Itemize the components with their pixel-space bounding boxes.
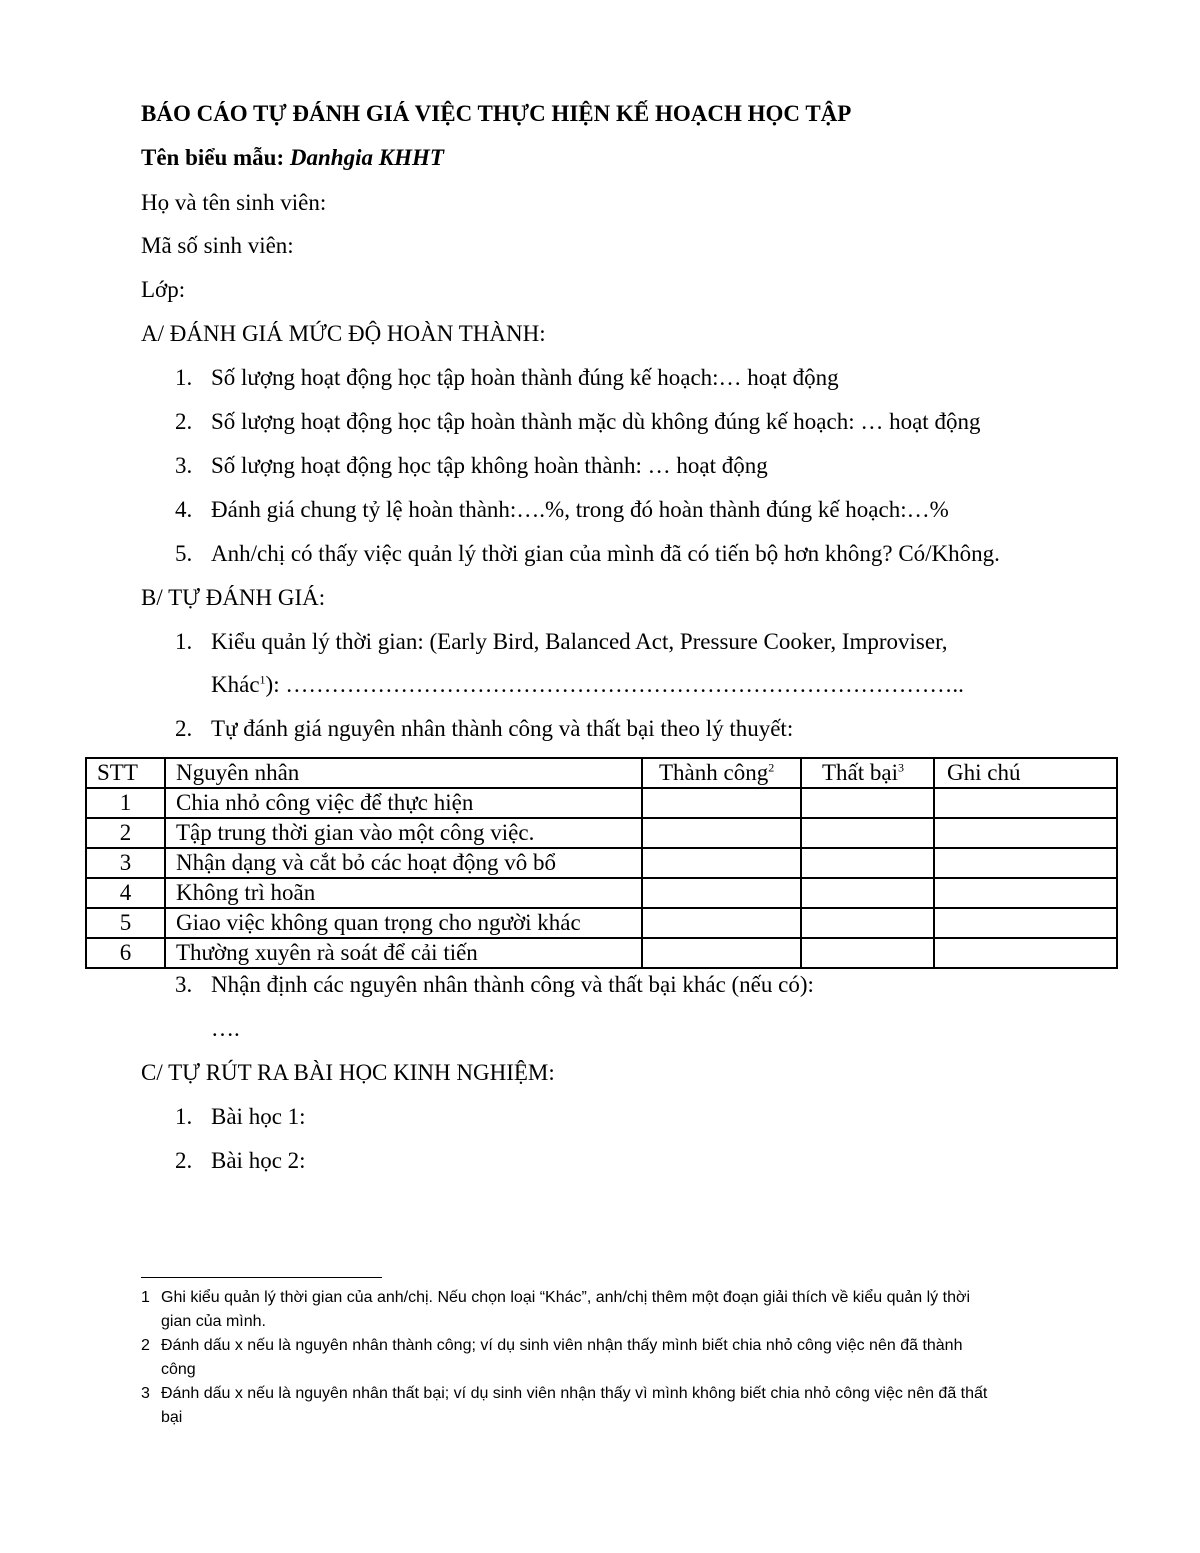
document-title: BÁO CÁO TỰ ĐÁNH GIÁ VIỆC THỰC HIỆN KẾ HOẠCH HỌC TẬP: [141, 101, 852, 126]
row-success-cell[interactable]: [642, 818, 801, 848]
item-number: 1.: [175, 1104, 193, 1129]
row-success-cell[interactable]: [642, 878, 801, 908]
item-text-suffix: ): ……………………………………………………………………………..: [265, 672, 964, 697]
row-failure-cell[interactable]: [801, 788, 934, 818]
footnote-2: [141, 1334, 1106, 1382]
footnote-separator: [141, 1277, 382, 1278]
row-cause: Nhận dạng và cắt bỏ các hoạt động vô bổ: [165, 848, 642, 878]
footnote-3: [141, 1382, 1106, 1430]
row-stt: 4: [86, 878, 165, 908]
row-note-cell[interactable]: [934, 848, 1117, 878]
row-success-cell[interactable]: [642, 938, 801, 968]
row-stt: 6: [86, 938, 165, 968]
item-text: Đánh giá chung tỷ lệ hoàn thành:….%, trong đó hoàn thành đúng kế hoạch:…%: [211, 497, 949, 522]
footnote-ref-3[interactable]: 3: [898, 760, 904, 775]
item-text: Kiểu quản lý thời gian: (Early Bird, Balanced Act, Pressure Cooker, Improviser,: [211, 629, 948, 654]
row-note-cell[interactable]: [934, 878, 1117, 908]
causes-table: [85, 757, 1118, 969]
row-stt: 1: [86, 788, 165, 818]
footnote-number: 3: [141, 1385, 150, 1402]
row-cause: Thường xuyên rà soát để cải tiến: [165, 938, 642, 968]
row-success-cell[interactable]: [642, 848, 801, 878]
header-cause: Nguyên nhân: [165, 758, 642, 788]
row-failure-cell[interactable]: [801, 848, 934, 878]
student-name-field: Họ và tên sinh viên:: [141, 190, 327, 215]
row-failure-cell[interactable]: [801, 878, 934, 908]
row-failure-cell[interactable]: [801, 818, 934, 848]
footnote-text-continuation: công: [161, 1361, 196, 1378]
section-c-item-2: [175, 1147, 306, 1175]
footnote-1: [141, 1286, 1106, 1334]
item-text: Tự đánh giá nguyên nhân thành công và thất bại theo lý thuyết:: [211, 716, 794, 741]
row-failure-cell[interactable]: [801, 938, 934, 968]
section-a-item-4: [175, 496, 949, 524]
class-field: Lớp:: [141, 277, 186, 302]
table-row: [86, 938, 1117, 968]
row-note-cell[interactable]: [934, 938, 1117, 968]
table-row: [86, 788, 1117, 818]
section-a-item-1: [175, 364, 839, 392]
item-text: Số lượng hoạt động học tập hoàn thành mặc dù không đúng kế hoạch: … hoạt động: [211, 409, 981, 434]
table-row: [86, 878, 1117, 908]
item-text: Số lượng hoạt động học tập hoàn thành đúng kế hoạch:… hoạt động: [211, 365, 839, 390]
footnote-text: Đánh dấu x nếu là nguyên nhân thành công; ví dụ sinh viên nhận thấy mình biết chia nhỏ công việc nên đã thành: [161, 1337, 963, 1354]
section-c-heading: C/ TỰ RÚT RA BÀI HỌC KINH NGHIỆM:: [141, 1060, 555, 1085]
footnote-text-continuation: gian của mình.: [161, 1313, 266, 1330]
row-stt: 2: [86, 818, 165, 848]
item-number: 2.: [175, 716, 193, 741]
section-a-heading: A/ ĐÁNH GIÁ MỨC ĐỘ HOÀN THÀNH:: [141, 321, 546, 346]
form-name-label: Tên biểu mẫu:: [141, 145, 285, 170]
header-stt: STT: [86, 758, 165, 788]
item-number: 1.: [175, 365, 193, 390]
table-header-row: [86, 758, 1117, 788]
item-text: Số lượng hoạt động học tập không hoàn thành: … hoạt động: [211, 453, 768, 478]
section-b-item-1-continuation: [211, 671, 964, 699]
section-b-item-1: [175, 628, 948, 656]
row-stt: 5: [86, 908, 165, 938]
item-number: 1.: [175, 629, 193, 654]
header-success-label: Thành công: [659, 760, 769, 785]
footnote-number: 1: [141, 1289, 150, 1306]
item-number: 2.: [175, 409, 193, 434]
row-cause: Tập trung thời gian vào một công việc.: [165, 818, 642, 848]
item-text: Bài học 2:: [211, 1148, 306, 1173]
student-id-field: Mã số sinh viên:: [141, 233, 294, 258]
item-number: 2.: [175, 1148, 193, 1173]
footnote-ref-1[interactable]: 1: [259, 672, 266, 687]
footnote-number: 2: [141, 1337, 150, 1354]
row-cause: Giao việc không quan trọng cho người khác: [165, 908, 642, 938]
row-note-cell[interactable]: [934, 818, 1117, 848]
row-success-cell[interactable]: [642, 908, 801, 938]
item-text-prefix: Khác: [211, 672, 260, 697]
table-row: [86, 818, 1117, 848]
section-c-item-1: [175, 1103, 306, 1131]
footnote-text-continuation: bại: [161, 1409, 183, 1426]
header-note: Ghi chú: [934, 758, 1117, 788]
item-text: Bài học 1:: [211, 1104, 306, 1129]
row-cause: Chia nhỏ công việc để thực hiện: [165, 788, 642, 818]
section-b-item-2: [175, 715, 793, 743]
item-text: Nhận định các nguyên nhân thành công và thất bại khác (nếu có):: [211, 972, 814, 997]
header-success: [642, 758, 801, 788]
section-b-item-3: [175, 971, 814, 999]
row-failure-cell[interactable]: [801, 908, 934, 938]
item-text: Anh/chị có thấy việc quản lý thời gian của mình đã có tiến bộ hơn không? Có/Không.: [211, 541, 1000, 566]
row-stt: 3: [86, 848, 165, 878]
header-failure: [801, 758, 934, 788]
section-a-item-2: [175, 408, 980, 436]
table-row: [86, 848, 1117, 878]
footnote-ref-2[interactable]: 2: [768, 760, 775, 775]
section-b-heading: B/ TỰ ĐÁNH GIÁ:: [141, 585, 326, 610]
row-note-cell[interactable]: [934, 788, 1117, 818]
section-a-item-5: [175, 540, 1000, 568]
item-number: 3.: [175, 453, 193, 478]
form-name-value: Danhgia KHHT: [289, 145, 444, 170]
row-success-cell[interactable]: [642, 788, 801, 818]
header-failure-label: Thất bại: [822, 760, 898, 785]
item-number: 4.: [175, 497, 193, 522]
section-a-item-3: [175, 452, 768, 480]
footnote-text: Ghi kiểu quản lý thời gian của anh/chị. Nếu chọn loại “Khác”, anh/chị thêm một đoạn giải thích về kiểu quản lý thời: [161, 1289, 971, 1306]
form-name-line: [141, 144, 444, 172]
footnote-text: Đánh dấu x nếu là nguyên nhân thất bại; ví dụ sinh viên nhận thấy vì mình không biết chia nhỏ công việc nên đã thất: [161, 1385, 988, 1402]
row-cause: Không trì hoãn: [165, 878, 642, 908]
row-note-cell[interactable]: [934, 908, 1117, 938]
table-row: [86, 908, 1117, 938]
section-b-item-3-placeholder: ….: [211, 1016, 240, 1041]
item-number: 5.: [175, 541, 193, 566]
item-number: 3.: [175, 972, 193, 997]
